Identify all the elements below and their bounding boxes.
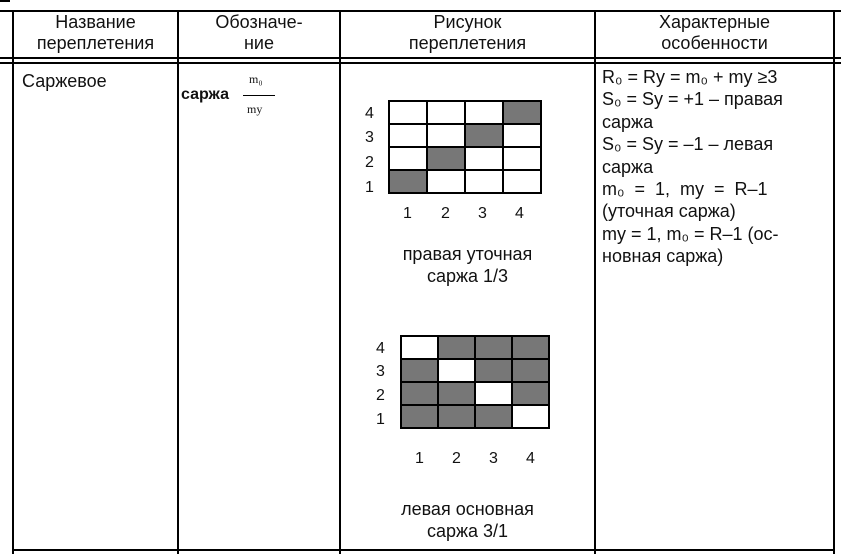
- features-list: [602, 66, 832, 268]
- header-pattern-line2: переплетения: [408, 33, 527, 53]
- p1-ylabel-2: 2: [365, 154, 374, 171]
- grid-cell-filled: [475, 336, 512, 359]
- grid-cell-filled: [427, 147, 465, 170]
- grid-cell-empty: [401, 336, 438, 359]
- grid-row: [401, 336, 549, 359]
- p2-ylabel-4: 4: [376, 340, 385, 357]
- header-designation-line1: Обозначе-: [215, 12, 303, 32]
- p2-caption-line2: саржа 3/1: [426, 521, 509, 541]
- header-features-line2: особенности: [661, 33, 768, 53]
- grid-cell-empty: [427, 170, 465, 193]
- header-designation: [179, 12, 339, 54]
- col-divider-3: [594, 10, 596, 554]
- grid-row: [401, 405, 549, 428]
- p1-ylabel-4: 4: [365, 105, 374, 122]
- p1-caption-line2: саржа 1/3: [426, 266, 509, 286]
- grid-cell-empty: [427, 101, 465, 124]
- p2-xlabel-2: 2: [452, 450, 461, 467]
- grid-cell-empty: [465, 170, 503, 193]
- grid-cell-filled: [438, 336, 475, 359]
- p2-xlabel-1: 1: [415, 450, 424, 467]
- p1-caption-line1: правая уточная: [402, 244, 533, 264]
- grid-row: [389, 147, 541, 170]
- grid-row: [401, 359, 549, 382]
- grid-cell-filled: [512, 382, 549, 405]
- grid-cell-filled: [465, 124, 503, 147]
- p2-ylabel-3: 3: [376, 363, 385, 380]
- p2-caption-line1: левая основная: [401, 499, 534, 519]
- feature-line-6: m₀ = 1, mу = R–1: [602, 179, 768, 200]
- grid-cell-empty: [389, 124, 427, 147]
- header-double-border: [0, 62, 841, 64]
- table-left-border: [12, 10, 14, 554]
- feature-line-2: S₀ = Sу = +1 – правая: [602, 89, 783, 110]
- feature-line-7: (уточная саржа): [602, 201, 736, 222]
- p2-xlabel-4: 4: [526, 450, 535, 467]
- grid-cell-filled: [401, 382, 438, 405]
- weave-name: Саржевое: [22, 71, 107, 91]
- grid-cell-empty: [438, 359, 475, 382]
- weave-pattern-grid-right-weft: [388, 100, 542, 194]
- header-name-line2: переплетения: [36, 33, 155, 53]
- grid-cell-empty: [503, 170, 541, 193]
- grid-cell-empty: [465, 147, 503, 170]
- grid-cell-filled: [512, 359, 549, 382]
- header-bottom-border: [0, 57, 841, 59]
- p1-xlabel-3: 3: [478, 205, 487, 222]
- p2-ylabel-1: 1: [376, 411, 385, 428]
- grid-cell-filled: [438, 382, 475, 405]
- col-divider-1: [177, 10, 179, 554]
- feature-line-3: саржа: [602, 111, 654, 132]
- designation-numerator: m₀: [249, 72, 263, 86]
- grid-row: [389, 124, 541, 147]
- grid-cell-empty: [512, 405, 549, 428]
- header-pattern: [341, 12, 594, 54]
- table-right-border: [833, 10, 835, 554]
- feature-line-1: R₀ = Rу = m₀ + mу ≥3: [602, 67, 778, 87]
- corner-mark: [0, 0, 10, 2]
- grid-cell-empty: [503, 124, 541, 147]
- header-pattern-line1: Рисунок: [433, 12, 502, 32]
- grid-cell-filled: [401, 405, 438, 428]
- header-name: [14, 12, 177, 54]
- grid-cell-filled: [438, 405, 475, 428]
- grid-cell-filled: [475, 359, 512, 382]
- feature-line-5: саржа: [602, 156, 654, 177]
- p2-ylabel-2: 2: [376, 387, 385, 404]
- fraction-bar: [243, 95, 275, 96]
- grid-cell-empty: [465, 101, 503, 124]
- header-features-line1: Характерные: [658, 12, 771, 32]
- designation: [181, 72, 301, 122]
- grid-cell-empty: [389, 147, 427, 170]
- grid-cell-filled: [389, 170, 427, 193]
- p1-caption: [341, 243, 594, 287]
- grid-cell-empty: [389, 101, 427, 124]
- grid-cell-filled: [503, 101, 541, 124]
- grid-cell-filled: [512, 336, 549, 359]
- grid-row: [389, 170, 541, 193]
- p2-xlabel-3: 3: [489, 450, 498, 467]
- feature-line-9: новная саржа): [602, 246, 724, 267]
- header-designation-line2: ние: [243, 33, 274, 53]
- p1-xlabel-4: 4: [515, 205, 524, 222]
- feature-line-4: S₀ = Sу = –1 – левая: [602, 134, 774, 155]
- designation-denominator: mу: [247, 102, 263, 116]
- p1-ylabel-3: 3: [365, 129, 374, 146]
- header-name-line1: Название: [55, 12, 136, 32]
- p2-caption: [341, 498, 594, 542]
- p1-xlabel-2: 2: [441, 205, 450, 222]
- grid-row: [401, 382, 549, 405]
- feature-line-8: mу = 1, m₀ = R–1 (ос-: [602, 223, 779, 244]
- weave-pattern-grid-left-warp: [400, 335, 550, 429]
- header-features: [596, 12, 833, 54]
- grid-cell-empty: [503, 147, 541, 170]
- designation-word: саржа: [181, 86, 229, 103]
- p1-xlabel-1: 1: [403, 205, 412, 222]
- grid-cell-empty: [475, 382, 512, 405]
- grid-cell-empty: [427, 124, 465, 147]
- grid-cell-filled: [401, 359, 438, 382]
- row-bottom-border: [12, 549, 835, 551]
- grid-row: [389, 101, 541, 124]
- grid-cell-filled: [475, 405, 512, 428]
- p1-ylabel-1: 1: [365, 179, 374, 196]
